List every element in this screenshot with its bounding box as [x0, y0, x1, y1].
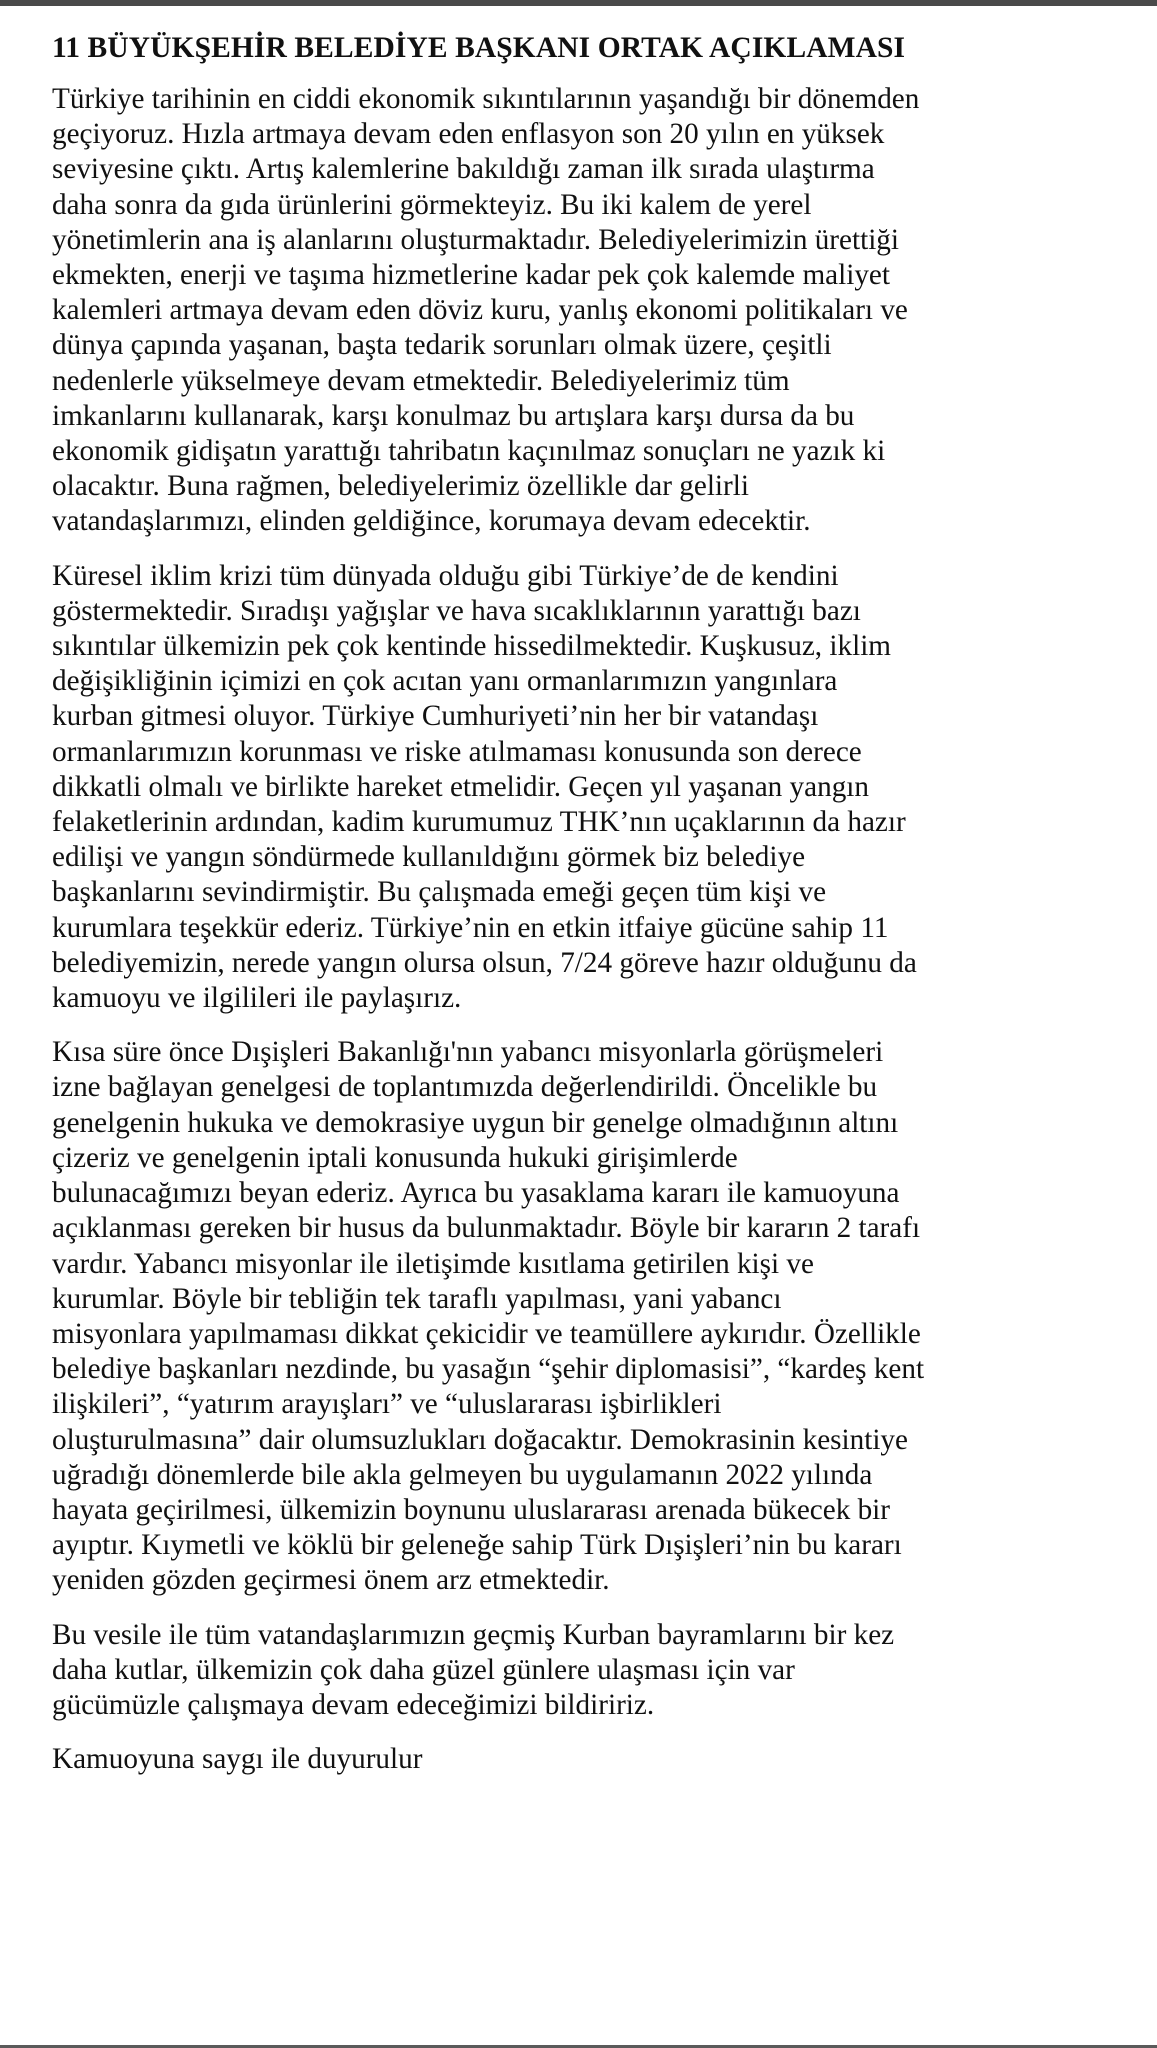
paragraph-greetings: Bu vesile ile tüm vatandaşlarımızın geçmiş Kurban bayramlarını bir kez daha kutlar, ülkemizin çok daha güzel günlere ulaşması için var gücümüzle çalışmaya devam edeceğimizi bildiririz. [52, 1618, 895, 1721]
paragraph-economy: Türkiye tarihinin en ciddi ekonomik sıkıntılarının yaşandığı bir dönemden geçiyoruz. Hızla artmaya devam eden enflasyon son 20 yılın en yüksek seviyesine çıktı. Artış kalemlerine bakıldığı zaman ilk sırada ulaştırma daha sonra da gıda ürünlerini görmekteyiz. Bu iki kalem de yerel yönetimlerin ana iş alanlarını oluşturmaktadır. Belediyelerimizin ürettiği ekmekten, enerji ve taşıma hizmetlerine kadar pek çok kalemde maliyet kalemleri artmaya devam eden döviz kuru, yanlış ekonomi politikaları ve dünya çapında yaşanan, başta tedarik sorunları olmak üzere, çeşitli nedenlerle yükselmeye devam etmektedir. Belediyelerimiz tüm imkanlarını kullanarak, karşı konulmaz bu artışlara karşı dursa da bu ekonomik gidişatın yarattığı tahribatın kaçınılmaz sonuçları ne yazık ki olacaktır. Buna rağmen, belediyelerimiz özellikle dar gelirli vatandaşlarımızı, elinden geldiğince, korumaya devam edecektir. [52, 83, 920, 538]
statement-document [52, 26, 1127, 1777]
paragraph-foreign-affairs: Kısa süre önce Dışişleri Bakanlığı'nın yabancı misyonlarla görüşmeleri izne bağlayan genelgesi de toplantımızda değerlendirildi. Öncelikle bu genelgenin hukuka ve demokrasiye uygun bir genelge olmadığının altını çizeriz ve genelgenin iptali konusunda hukuki girişimlerde bulunacağımızı beyan ederiz. Ayrıca bu yasaklama kararı ile kamuoyuna açıklanması gereken bir husus da bulunmaktadır. Böyle bir kararın 2 tarafı vardır. Yabancı misyonlar ile iletişimde kısıtlama getirilen kişi ve kurumlar. Böyle bir tebliğin tek taraflı yapılması, yani yabancı misyonlara yapılmaması dikkat çekicidir ve teamüllere aykırıdır. Özellikle belediye başkanları nezdinde, bu yasağın “şehir diplomasisi”, “kardeş kent ilişkileri”, “yatırım arayışları” ve “uluslararası işbirlikleri oluşturulmasına” dair olumsuzlukları doğacaktır. Demokrasinin kesintiye uğradığı dönemlerde bile akla gelmeyen bu uygulamanın 2022 yılında hayata geçirilmesi, ülkemizin boynunu uluslararası arenada bükecek bir ayıptır. Kıymetli ve köklü bir geleneğe sahip Türk Dışişleri’nin bu kararı yeniden gözden geçirmesi önem arz etmektedir. [52, 1036, 925, 1597]
paragraph-climate: Küresel iklim krizi tüm dünyada olduğu gibi Türkiye’de de kendini göstermektedir. Sıradışı yağışlar ve hava sıcaklıklarının yarattığı bazı sıkıntılar ülkemizin pek çok kentinde hissedilmektedir. Kuşkusuz, iklim değişikliğinin içimizi en çok acıtan yanı ormanlarımızın yangınlara kurban gitmesi oluyor. Türkiye Cumhuriyeti’nin her bir vatandaşı ormanlarımızın korunması ve riske atılmaması konusunda son derece dikkatli olmalı ve birlikte hareket etmelidir. Geçen yıl yaşanan yangın felaketlerinin ardından, kadim kurumumuz THK’nın uçaklarının da hazır edilişi ve yangın söndürmede kullanıldığını görmek biz belediye başkanlarını sevindirmiştir. Bu çalışmada emeği geçen tüm kişi ve kurumlara teşekkür ederiz. Türkiye’nin en etkin itfaiye gücüne sahip 11 belediyemizin, nerede yangın olursa olsun, 7/24 göreve hazır olduğunu da kamuoyu ve ilgilileri ile paylaşırız. [52, 559, 917, 1015]
top-border [0, 0, 1157, 6]
closing-line: Kamuoyuna saygı ile duyurulur [52, 1743, 423, 1776]
document-title: 11 BÜYÜKŞEHİR BELEDİYE BAŞKANI ORTAK AÇIKLAMASI [52, 32, 906, 64]
